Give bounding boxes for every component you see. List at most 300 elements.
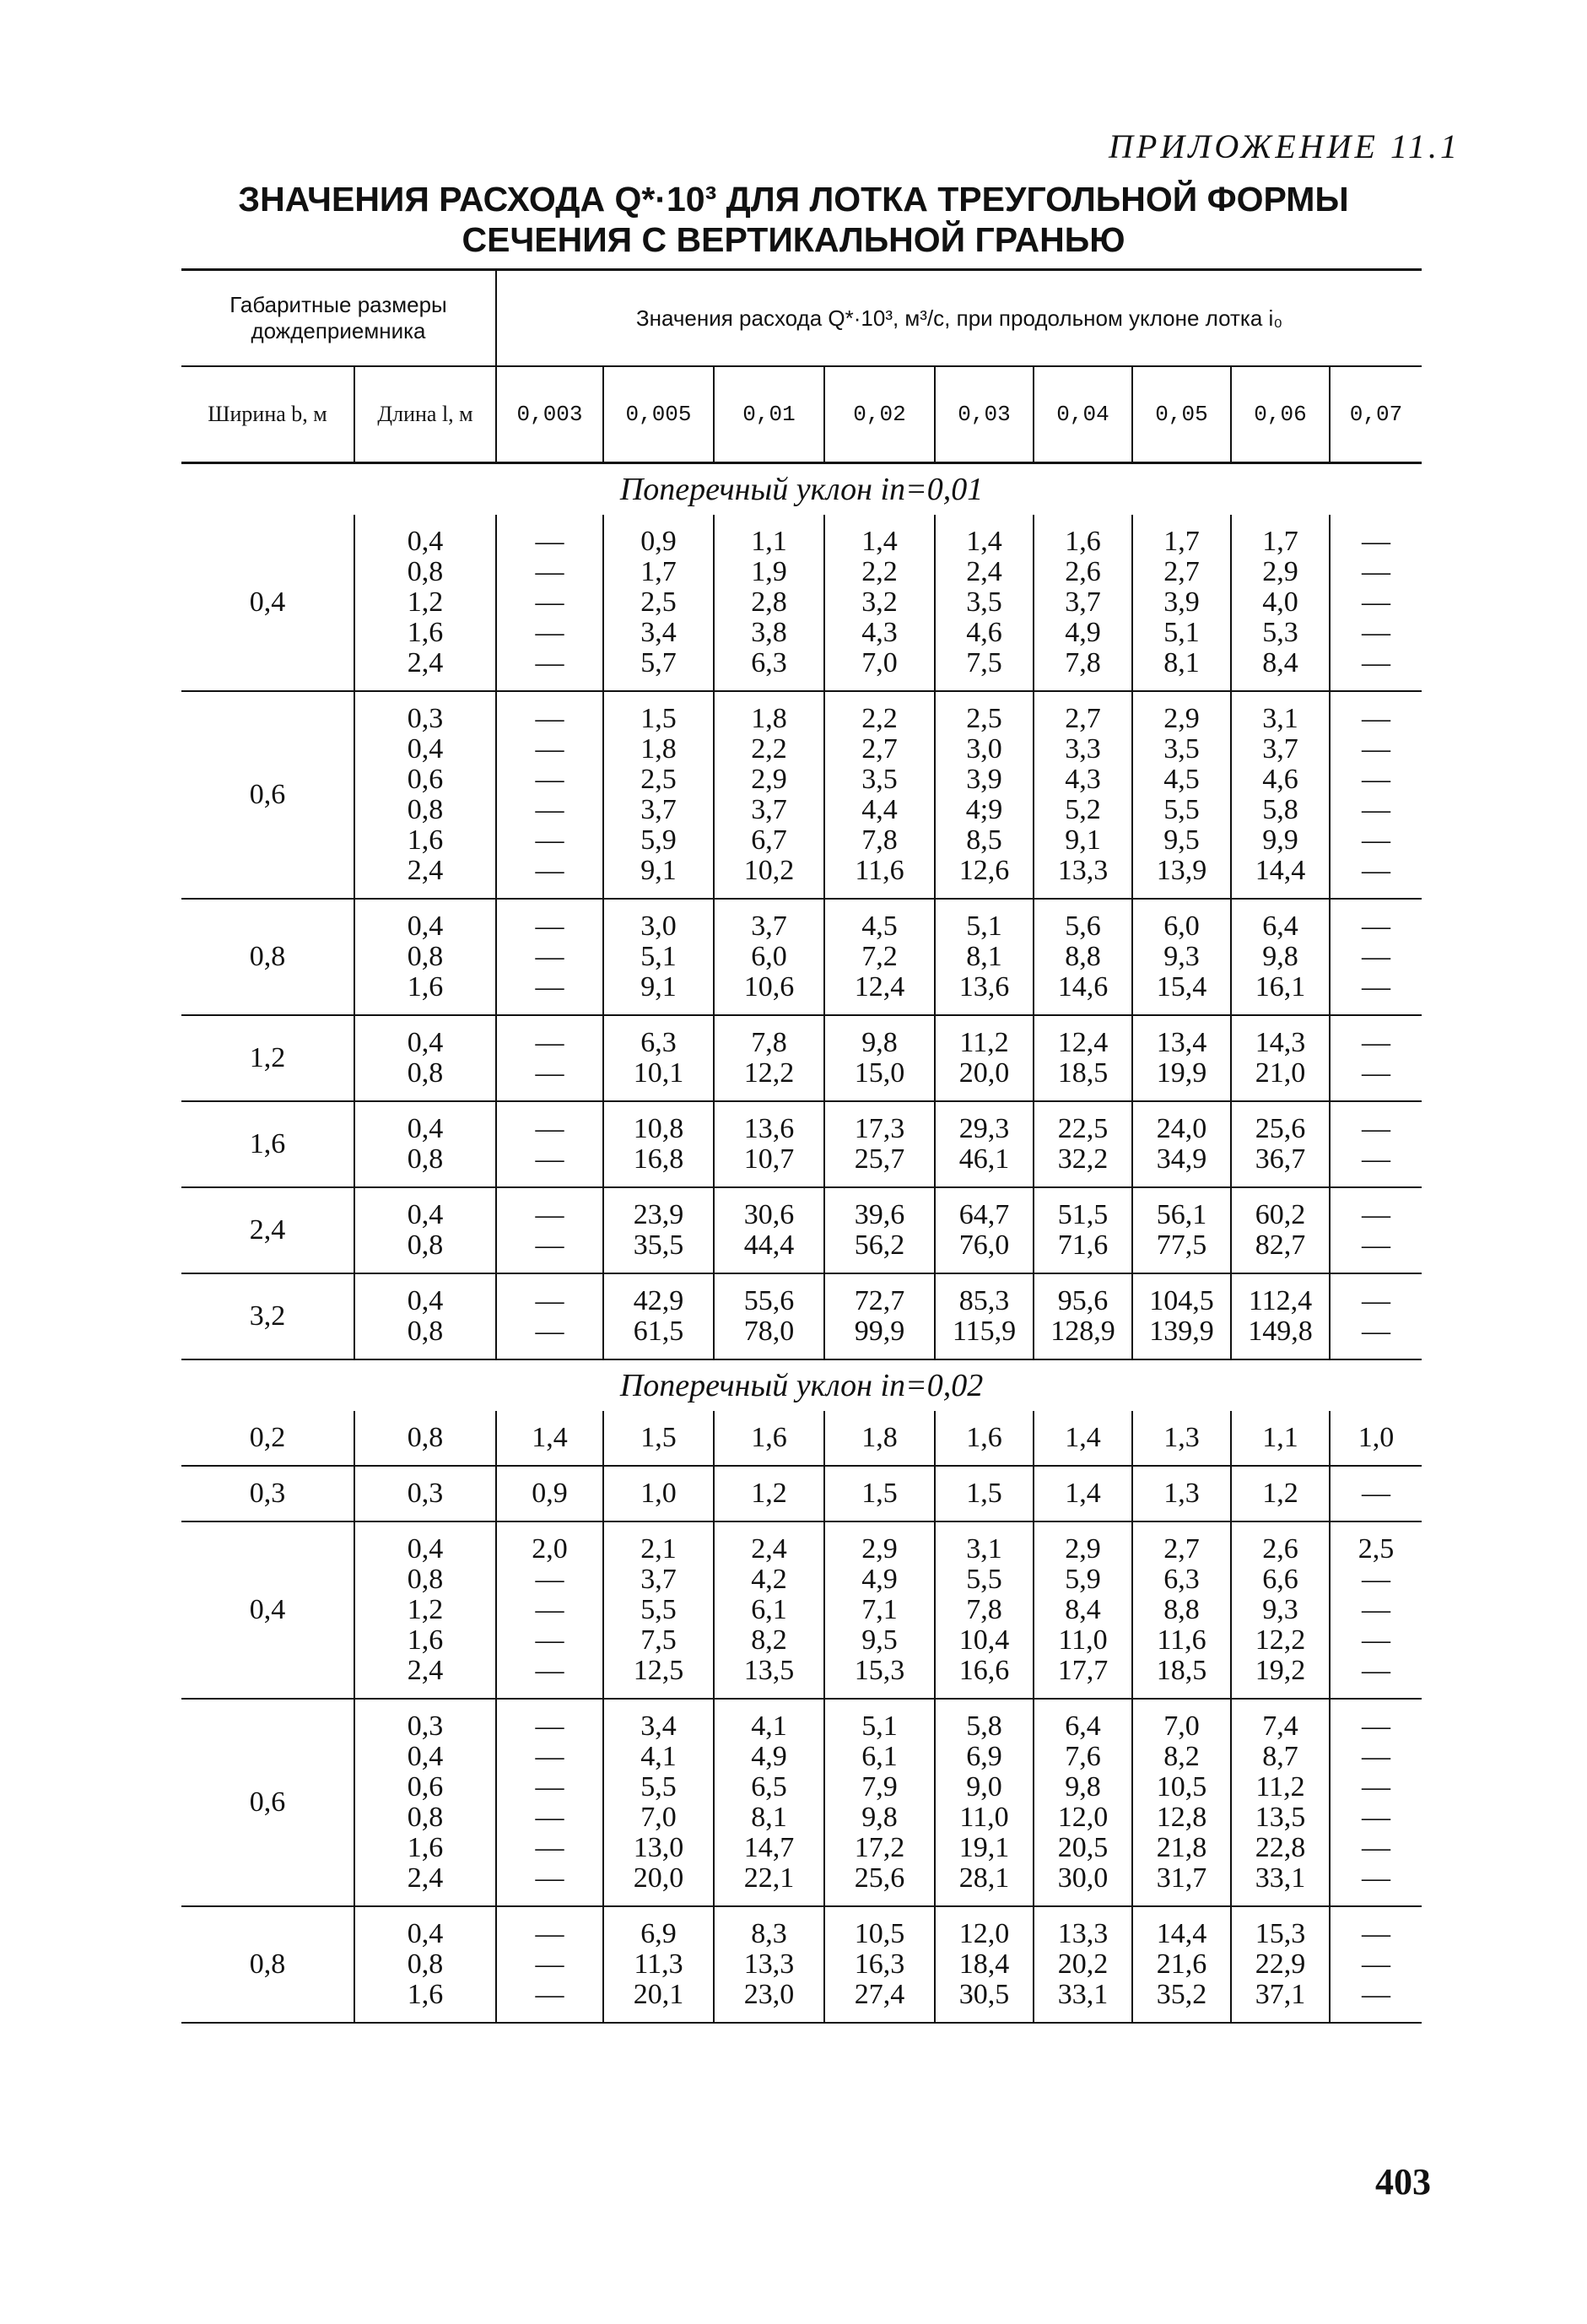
flow-value: — bbox=[1362, 1316, 1391, 1347]
flow-value: — bbox=[535, 647, 564, 678]
value-cell bbox=[714, 1101, 824, 1187]
flow-value: 2,8 bbox=[751, 586, 787, 618]
width-cell: 0,3 bbox=[181, 1466, 354, 1521]
value-cell bbox=[824, 1187, 935, 1273]
value-cell bbox=[1034, 1015, 1132, 1101]
flow-value: 5,5 bbox=[1163, 794, 1200, 825]
value-cell bbox=[1330, 1699, 1422, 1906]
value-cell bbox=[824, 1273, 935, 1359]
flow-value: 3,7 bbox=[751, 911, 787, 942]
flow-value: 4,1 bbox=[640, 1741, 677, 1772]
value-cell bbox=[603, 691, 714, 899]
flow-value: 7,5 bbox=[640, 1624, 677, 1656]
flow-value: 2,5 bbox=[1358, 1533, 1395, 1565]
flow-value: 1,6 bbox=[966, 1422, 1002, 1453]
flow-value: 3,7 bbox=[1262, 733, 1298, 765]
flow-value: 15,3 bbox=[854, 1655, 905, 1686]
flow-value: 4,6 bbox=[1262, 764, 1298, 795]
flow-value: 72,7 bbox=[854, 1285, 905, 1316]
flow-value: — bbox=[1362, 703, 1391, 734]
value-cell bbox=[1231, 1906, 1330, 2023]
flow-value: 42,9 bbox=[633, 1285, 684, 1316]
flow-value: 2,9 bbox=[1262, 556, 1298, 587]
table-row bbox=[181, 1187, 1422, 1273]
width-cell: 0,2 bbox=[181, 1411, 354, 1466]
flow-value: 10,8 bbox=[633, 1113, 684, 1144]
flow-value: — bbox=[535, 1655, 564, 1686]
flow-value: 8,2 bbox=[1163, 1741, 1200, 1772]
flow-value: 10,6 bbox=[743, 971, 795, 1003]
flow-value: — bbox=[1362, 1802, 1391, 1833]
table-row bbox=[181, 1273, 1422, 1359]
flow-value: — bbox=[535, 971, 564, 1003]
table-row bbox=[181, 1015, 1422, 1101]
value-cell bbox=[824, 1015, 935, 1101]
flow-value: 3,2 bbox=[861, 586, 898, 618]
flow-value: 1,1 bbox=[751, 526, 787, 557]
flow-value: 11,3 bbox=[634, 1948, 683, 1980]
flow-value: — bbox=[1362, 1711, 1391, 1742]
flow-value: 6,7 bbox=[751, 824, 787, 856]
value-cell bbox=[824, 1699, 935, 1906]
flow-value: 2,0 bbox=[532, 1533, 568, 1565]
flow-value: 15,3 bbox=[1255, 1918, 1306, 1949]
flow-value: — bbox=[535, 1027, 564, 1058]
length-value: 0,8 bbox=[407, 556, 444, 587]
flow-value: — bbox=[1362, 1979, 1391, 2010]
flow-value: — bbox=[1362, 1478, 1391, 1509]
flow-value: 2,2 bbox=[861, 703, 898, 734]
table-row bbox=[181, 1521, 1422, 1699]
flow-value: — bbox=[1362, 971, 1391, 1003]
flow-value: 128,9 bbox=[1050, 1316, 1115, 1347]
flow-value: 149,8 bbox=[1248, 1316, 1313, 1347]
value-cell bbox=[1231, 1521, 1330, 1699]
flow-value: 12,0 bbox=[1057, 1802, 1109, 1833]
flow-value: 3,7 bbox=[640, 1564, 677, 1595]
flow-value: 4,5 bbox=[861, 911, 898, 942]
value-cell bbox=[1231, 1187, 1330, 1273]
flow-value: 23,9 bbox=[633, 1199, 684, 1230]
table-row bbox=[181, 691, 1422, 899]
length-value: 2,4 bbox=[407, 1862, 444, 1894]
length-header: Длина l, м bbox=[354, 366, 496, 463]
flow-value: — bbox=[1362, 556, 1391, 587]
flow-value: 1,8 bbox=[751, 703, 787, 734]
flow-value: — bbox=[535, 911, 564, 942]
flow-value: 14,6 bbox=[1057, 971, 1109, 1003]
flow-value: 55,6 bbox=[743, 1285, 795, 1316]
value-cell bbox=[1132, 1187, 1231, 1273]
flow-value: 19,1 bbox=[958, 1832, 1010, 1863]
length-value: 0,8 bbox=[407, 794, 444, 825]
width-cell: 0,6 bbox=[181, 691, 354, 899]
flow-value: — bbox=[535, 617, 564, 648]
flow-value: 6,6 bbox=[1262, 1564, 1298, 1595]
flow-value: 64,7 bbox=[958, 1199, 1010, 1230]
flow-value: 37,1 bbox=[1255, 1979, 1306, 2010]
flow-value: 22,1 bbox=[743, 1862, 795, 1894]
flow-value: 28,1 bbox=[958, 1862, 1010, 1894]
length-value: 0,4 bbox=[407, 526, 444, 557]
flow-value: — bbox=[535, 1113, 564, 1144]
value-cell bbox=[824, 515, 935, 691]
value-cell bbox=[1231, 1273, 1330, 1359]
flow-value: 21,0 bbox=[1255, 1057, 1306, 1089]
value-cell bbox=[824, 691, 935, 899]
flow-value: 44,4 bbox=[743, 1230, 795, 1261]
width-cell: 2,4 bbox=[181, 1187, 354, 1273]
table-body bbox=[181, 463, 1422, 2024]
value-cell bbox=[1132, 1273, 1231, 1359]
flow-value: 6,1 bbox=[751, 1594, 787, 1625]
flow-value: — bbox=[535, 586, 564, 618]
flow-value: 20,2 bbox=[1057, 1948, 1109, 1980]
flow-value: 7,1 bbox=[861, 1594, 898, 1625]
flow-value: 9,1 bbox=[1065, 824, 1101, 856]
flow-value: 25,6 bbox=[854, 1862, 905, 1894]
flow-value: 7,5 bbox=[966, 647, 1002, 678]
length-value: 1,6 bbox=[407, 1979, 444, 2010]
flow-value: 8,4 bbox=[1262, 647, 1298, 678]
flow-value: 9,5 bbox=[1163, 824, 1200, 856]
value-cell bbox=[496, 1101, 603, 1187]
flow-value: 18,5 bbox=[1156, 1655, 1207, 1686]
flow-value: 12,4 bbox=[1057, 1027, 1109, 1058]
value-cell bbox=[1231, 899, 1330, 1015]
value-cell bbox=[1034, 1466, 1132, 1521]
value-cell bbox=[496, 1273, 603, 1359]
flow-value: 56,2 bbox=[854, 1230, 905, 1261]
value-cell bbox=[1330, 1273, 1422, 1359]
section-label-row bbox=[181, 1359, 1422, 1411]
flow-value: — bbox=[1362, 941, 1391, 972]
flow-value: 3,3 bbox=[1065, 733, 1101, 765]
value-cell bbox=[1034, 1273, 1132, 1359]
flow-value: 4,9 bbox=[751, 1741, 787, 1772]
flow-value: 60,2 bbox=[1255, 1199, 1306, 1230]
flow-value: 1,8 bbox=[640, 733, 677, 765]
flow-value: 22,8 bbox=[1255, 1832, 1306, 1863]
slope-header: 0,03 bbox=[935, 366, 1034, 463]
value-cell bbox=[935, 1015, 1034, 1101]
value-cell bbox=[1330, 691, 1422, 899]
flow-value: 1,4 bbox=[861, 526, 898, 557]
flow-value: 6,3 bbox=[640, 1027, 677, 1058]
flow-value: 4,3 bbox=[861, 617, 898, 648]
length-value: 2,4 bbox=[407, 1655, 444, 1686]
flow-value: 7,0 bbox=[1163, 1711, 1200, 1742]
flow-value: 6,4 bbox=[1262, 911, 1298, 942]
value-cell bbox=[935, 1273, 1034, 1359]
flow-value: 1,7 bbox=[640, 556, 677, 587]
flow-value: 13,5 bbox=[743, 1655, 795, 1686]
flow-value: 2,6 bbox=[1262, 1533, 1298, 1565]
value-cell bbox=[714, 1906, 824, 2023]
value-cell bbox=[714, 691, 824, 899]
flow-value: — bbox=[535, 764, 564, 795]
flow-value: 9,8 bbox=[861, 1802, 898, 1833]
length-cell bbox=[354, 1521, 496, 1699]
flow-value: 6,5 bbox=[751, 1771, 787, 1802]
value-cell bbox=[1330, 1101, 1422, 1187]
value-cell bbox=[603, 515, 714, 691]
flow-value: 9,9 bbox=[1262, 824, 1298, 856]
flow-value: 25,7 bbox=[854, 1143, 905, 1175]
flow-value: 5,3 bbox=[1262, 617, 1298, 648]
flow-value: 7,8 bbox=[1065, 647, 1101, 678]
flow-value: — bbox=[535, 1143, 564, 1175]
flow-value: 1,7 bbox=[1262, 526, 1298, 557]
value-cell bbox=[824, 899, 935, 1015]
length-cell bbox=[354, 1187, 496, 1273]
value-cell bbox=[935, 1906, 1034, 2023]
value-cell bbox=[496, 1521, 603, 1699]
flow-value: 15,0 bbox=[854, 1057, 905, 1089]
flow-value: 20,0 bbox=[633, 1862, 684, 1894]
flow-value: 3,4 bbox=[640, 617, 677, 648]
flow-value: 14,7 bbox=[743, 1832, 795, 1863]
flow-value: 13,3 bbox=[1057, 855, 1109, 886]
width-header: Ширина b, м bbox=[181, 366, 354, 463]
flow-value: — bbox=[1362, 1594, 1391, 1625]
length-value: 0,4 bbox=[407, 733, 444, 765]
value-cell bbox=[1132, 1521, 1231, 1699]
flow-value: 12,2 bbox=[1255, 1624, 1306, 1656]
flow-value: 16,3 bbox=[854, 1948, 905, 1980]
flow-value: 5,8 bbox=[1262, 794, 1298, 825]
flow-value: — bbox=[1362, 617, 1391, 648]
length-value: 0,8 bbox=[407, 1316, 444, 1347]
flow-value: 2,5 bbox=[966, 703, 1002, 734]
flow-value: 115,9 bbox=[952, 1316, 1017, 1347]
length-value: 0,4 bbox=[407, 1741, 444, 1772]
flow-value: 20,0 bbox=[958, 1057, 1010, 1089]
flow-value: — bbox=[535, 1832, 564, 1863]
flow-value: 13,9 bbox=[1156, 855, 1207, 886]
flow-value: 30,5 bbox=[958, 1979, 1010, 2010]
flow-value: 7,9 bbox=[861, 1771, 898, 1802]
flow-value: 4,4 bbox=[861, 794, 898, 825]
flow-value: 77,5 bbox=[1156, 1230, 1207, 1261]
flow-value: — bbox=[1362, 1057, 1391, 1089]
length-value: 0,4 bbox=[407, 1533, 444, 1565]
flow-value: — bbox=[1362, 1143, 1391, 1175]
value-cell bbox=[603, 1187, 714, 1273]
flow-value: 10,5 bbox=[854, 1918, 905, 1949]
value-cell bbox=[714, 1411, 824, 1466]
length-value: 2,4 bbox=[407, 855, 444, 886]
value-cell bbox=[1231, 1466, 1330, 1521]
flow-value: 13,5 bbox=[1255, 1802, 1306, 1833]
flow-value: 6,4 bbox=[1065, 1711, 1101, 1742]
flow-value: 2,1 bbox=[640, 1533, 677, 1565]
length-value: 0,3 bbox=[407, 703, 444, 734]
flow-value: 9,8 bbox=[1262, 941, 1298, 972]
page-title bbox=[0, 179, 1587, 260]
title-line-1: ЗНАЧЕНИЯ РАСХОДА Q*·10³ ДЛЯ ЛОТКА ТРЕУГОЛЬНОЙ ФОРМЫ bbox=[238, 180, 1349, 219]
value-cell bbox=[714, 1699, 824, 1906]
flow-value: 32,2 bbox=[1057, 1143, 1109, 1175]
flow-value: 3,9 bbox=[966, 764, 1002, 795]
flow-value: 17,3 bbox=[854, 1113, 905, 1144]
flow-value: — bbox=[1362, 1285, 1391, 1316]
value-cell bbox=[714, 1273, 824, 1359]
flow-value: 11,0 bbox=[959, 1802, 1009, 1833]
flow-value: 10,5 bbox=[1156, 1771, 1207, 1802]
length-cell bbox=[354, 899, 496, 1015]
table-row bbox=[181, 1466, 1422, 1521]
flow-value: 13,6 bbox=[958, 971, 1010, 1003]
flow-value: 1,2 bbox=[751, 1478, 787, 1509]
value-cell bbox=[935, 515, 1034, 691]
flow-value: 1,7 bbox=[1163, 526, 1200, 557]
flow-value: 2,5 bbox=[640, 764, 677, 795]
length-cell bbox=[354, 1015, 496, 1101]
flow-value: 2,7 bbox=[1065, 703, 1101, 734]
flow-value: 3,5 bbox=[861, 764, 898, 795]
length-value: 0,4 bbox=[407, 1918, 444, 1949]
flow-value: — bbox=[1362, 911, 1391, 942]
values-header: Значения расхода Q*·10³, м³/с, при продольном уклоне лотка i₀ bbox=[496, 270, 1422, 367]
table-row bbox=[181, 1906, 1422, 2023]
value-cell bbox=[603, 1699, 714, 1906]
flow-value: 31,7 bbox=[1156, 1862, 1207, 1894]
flow-value: 16,8 bbox=[633, 1143, 684, 1175]
flow-value: 56,1 bbox=[1156, 1199, 1207, 1230]
value-cell bbox=[1330, 515, 1422, 691]
length-cell bbox=[354, 1699, 496, 1906]
section-label-row bbox=[181, 463, 1422, 516]
flow-value: 17,7 bbox=[1057, 1655, 1109, 1686]
flow-value: 16,6 bbox=[958, 1655, 1010, 1686]
length-value: 1,2 bbox=[407, 586, 444, 618]
flow-value: 1,5 bbox=[640, 703, 677, 734]
flow-value: 3,0 bbox=[966, 733, 1002, 765]
width-cell: 1,2 bbox=[181, 1015, 354, 1101]
flow-value: 5,5 bbox=[966, 1564, 1002, 1595]
slope-header: 0,06 bbox=[1231, 366, 1330, 463]
flow-value: 5,1 bbox=[861, 1711, 898, 1742]
flow-value: 2,9 bbox=[1065, 1533, 1101, 1565]
value-cell bbox=[714, 515, 824, 691]
length-cell bbox=[354, 1466, 496, 1521]
flow-value: 8,1 bbox=[751, 1802, 787, 1833]
section-label: Поперечный уклон iп=0,01 bbox=[619, 472, 984, 507]
flow-value: — bbox=[535, 855, 564, 886]
flow-value: 29,3 bbox=[958, 1113, 1010, 1144]
flow-value: 8,5 bbox=[966, 824, 1002, 856]
flow-value: 71,6 bbox=[1057, 1230, 1109, 1261]
value-cell bbox=[496, 1411, 603, 1466]
value-cell bbox=[496, 1187, 603, 1273]
flow-value: 1,5 bbox=[966, 1478, 1002, 1509]
value-cell bbox=[1330, 1187, 1422, 1273]
flow-value: 30,6 bbox=[743, 1199, 795, 1230]
length-cell bbox=[354, 691, 496, 899]
flow-value: 4,5 bbox=[1163, 764, 1200, 795]
flow-value: 76,0 bbox=[958, 1230, 1010, 1261]
flow-value: — bbox=[1362, 1948, 1391, 1980]
flow-value: 2,4 bbox=[966, 556, 1002, 587]
flow-value: 8,4 bbox=[1065, 1594, 1101, 1625]
flow-value: 18,4 bbox=[958, 1948, 1010, 1980]
flow-value: 7,4 bbox=[1262, 1711, 1298, 1742]
flow-value: 1,5 bbox=[640, 1422, 677, 1453]
length-value: 0,4 bbox=[407, 1113, 444, 1144]
value-cell bbox=[1034, 691, 1132, 899]
appendix-label: ПРИЛОЖЕНИЕ 11.1 bbox=[1109, 127, 1460, 165]
width-cell: 0,8 bbox=[181, 899, 354, 1015]
flow-value: 6,0 bbox=[751, 941, 787, 972]
flow-value: — bbox=[1362, 1918, 1391, 1949]
length-value: 0,8 bbox=[407, 1948, 444, 1980]
flow-value: 46,1 bbox=[958, 1143, 1010, 1175]
value-cell bbox=[1132, 899, 1231, 1015]
flow-value: — bbox=[535, 1711, 564, 1742]
flow-value: 85,3 bbox=[958, 1285, 1010, 1316]
value-cell bbox=[935, 691, 1034, 899]
flow-value: — bbox=[1362, 855, 1391, 886]
flow-value: 9,3 bbox=[1262, 1594, 1298, 1625]
flow-value: — bbox=[1362, 733, 1391, 765]
flow-value: 4,6 bbox=[966, 617, 1002, 648]
value-cell bbox=[714, 1521, 824, 1699]
value-cell bbox=[496, 1906, 603, 2023]
value-cell bbox=[935, 1411, 1034, 1466]
flow-value: 13,6 bbox=[743, 1113, 795, 1144]
value-cell bbox=[603, 1101, 714, 1187]
flow-value: 1,4 bbox=[966, 526, 1002, 557]
flow-value: 3,9 bbox=[1163, 586, 1200, 618]
length-value: 0,8 bbox=[407, 941, 444, 972]
value-cell bbox=[935, 1187, 1034, 1273]
value-cell bbox=[1132, 1101, 1231, 1187]
value-cell bbox=[1231, 1699, 1330, 1906]
flow-value: — bbox=[535, 1948, 564, 1980]
flow-value: — bbox=[1362, 1741, 1391, 1772]
flow-value: 33,1 bbox=[1255, 1862, 1306, 1894]
flow-value: 14,4 bbox=[1156, 1918, 1207, 1949]
value-cell bbox=[1034, 1187, 1132, 1273]
length-value: 0,6 bbox=[407, 1771, 444, 1802]
flow-value: 2,7 bbox=[1163, 556, 1200, 587]
flow-value: — bbox=[535, 824, 564, 856]
flow-value: 139,9 bbox=[1149, 1316, 1214, 1347]
length-cell bbox=[354, 515, 496, 691]
flow-value: 2,9 bbox=[751, 764, 787, 795]
length-value: 1,6 bbox=[407, 617, 444, 648]
value-cell bbox=[824, 1906, 935, 2023]
flow-value: 20,5 bbox=[1057, 1832, 1109, 1863]
table-row bbox=[181, 899, 1422, 1015]
flow-value: — bbox=[1362, 526, 1391, 557]
length-value: 0,4 bbox=[407, 1199, 444, 1230]
flow-value: 2,9 bbox=[1163, 703, 1200, 734]
title-line-2: СЕЧЕНИЯ С ВЕРТИКАЛЬНОЙ ГРАНЬЮ bbox=[462, 220, 1125, 259]
value-cell bbox=[496, 1015, 603, 1101]
value-cell bbox=[603, 1521, 714, 1699]
flow-value: 10,2 bbox=[743, 855, 795, 886]
flow-value: 8,1 bbox=[1163, 647, 1200, 678]
slope-header: 0,05 bbox=[1132, 366, 1231, 463]
length-cell bbox=[354, 1101, 496, 1187]
flow-value: — bbox=[535, 1057, 564, 1089]
value-cell bbox=[935, 899, 1034, 1015]
flow-value: 4,1 bbox=[751, 1711, 787, 1742]
flow-value: 5,1 bbox=[1163, 617, 1200, 648]
flow-value: 3,7 bbox=[1065, 586, 1101, 618]
